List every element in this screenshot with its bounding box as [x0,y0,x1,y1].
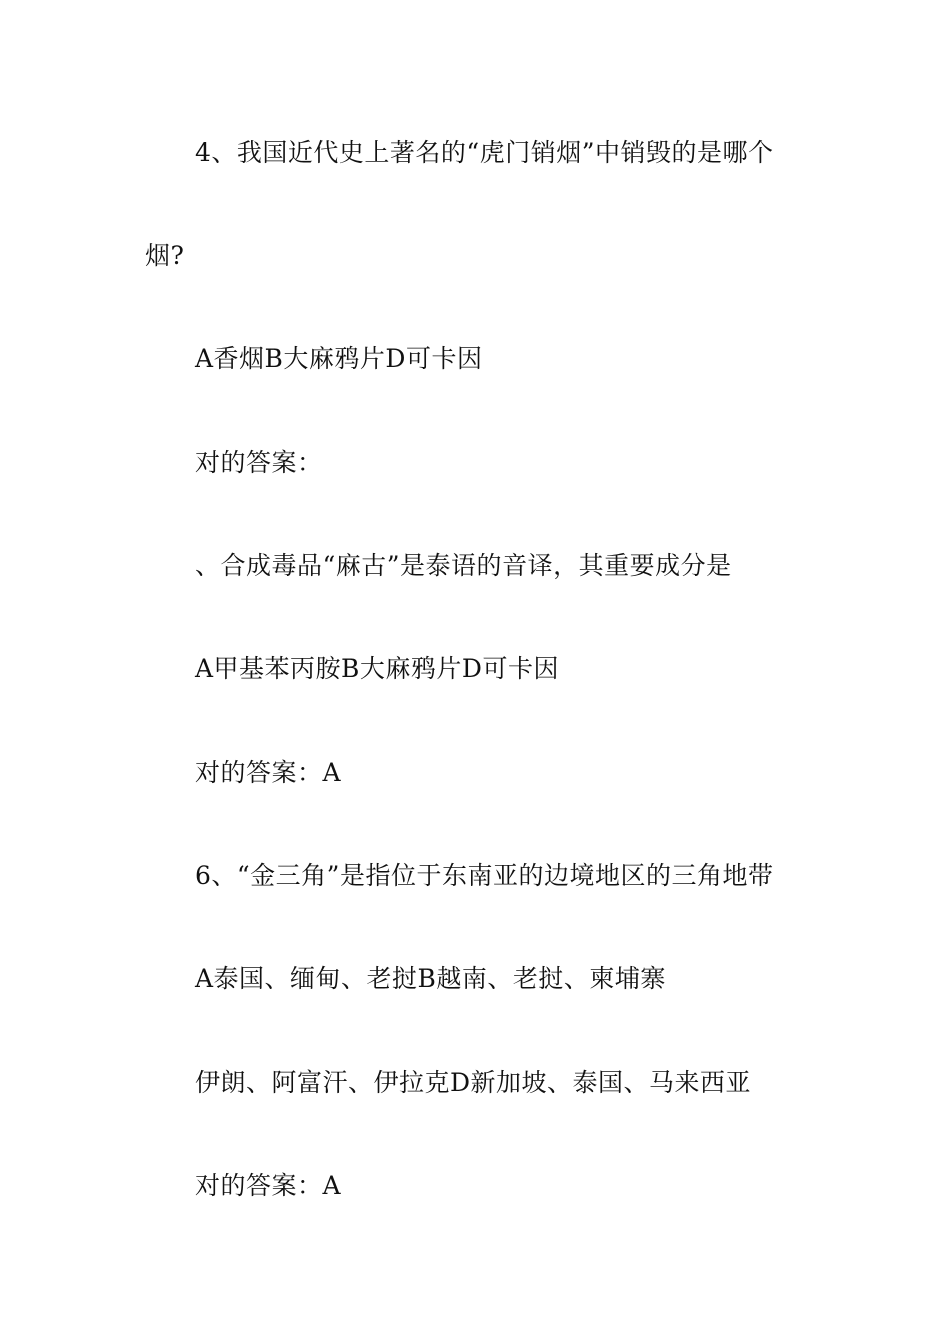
question-5-answer: 对的答案：A [195,758,342,787]
question-5-options: A甲基苯丙胺B大麻鸦片D可卡因 [195,654,559,683]
question-6-options-line-2: 伊朗、阿富汗、伊拉克D新加坡、泰国、马来西亚 [195,1068,752,1097]
question-4-text: 4、我国近代史上著名的“虎门销烟”中销毁的是哪个 [195,138,774,167]
question-4-answer: 对的答案： [195,448,323,477]
question-6-text: 6、“金三角”是指位于东南亚的边境地区的三角地带 [195,861,774,890]
question-6-options-line-1: A泰国、缅甸、老挝B越南、老挝、柬埔寨 [195,964,666,993]
question-4-text-continued: 烟? [145,241,185,270]
question-4-options: A香烟B大麻鸦片D可卡因 [195,344,483,373]
question-6-answer: 对的答案：A [195,1171,342,1200]
question-5-text: 、合成毒品“麻古”是泰语的音译，其重要成分是 [195,551,732,580]
